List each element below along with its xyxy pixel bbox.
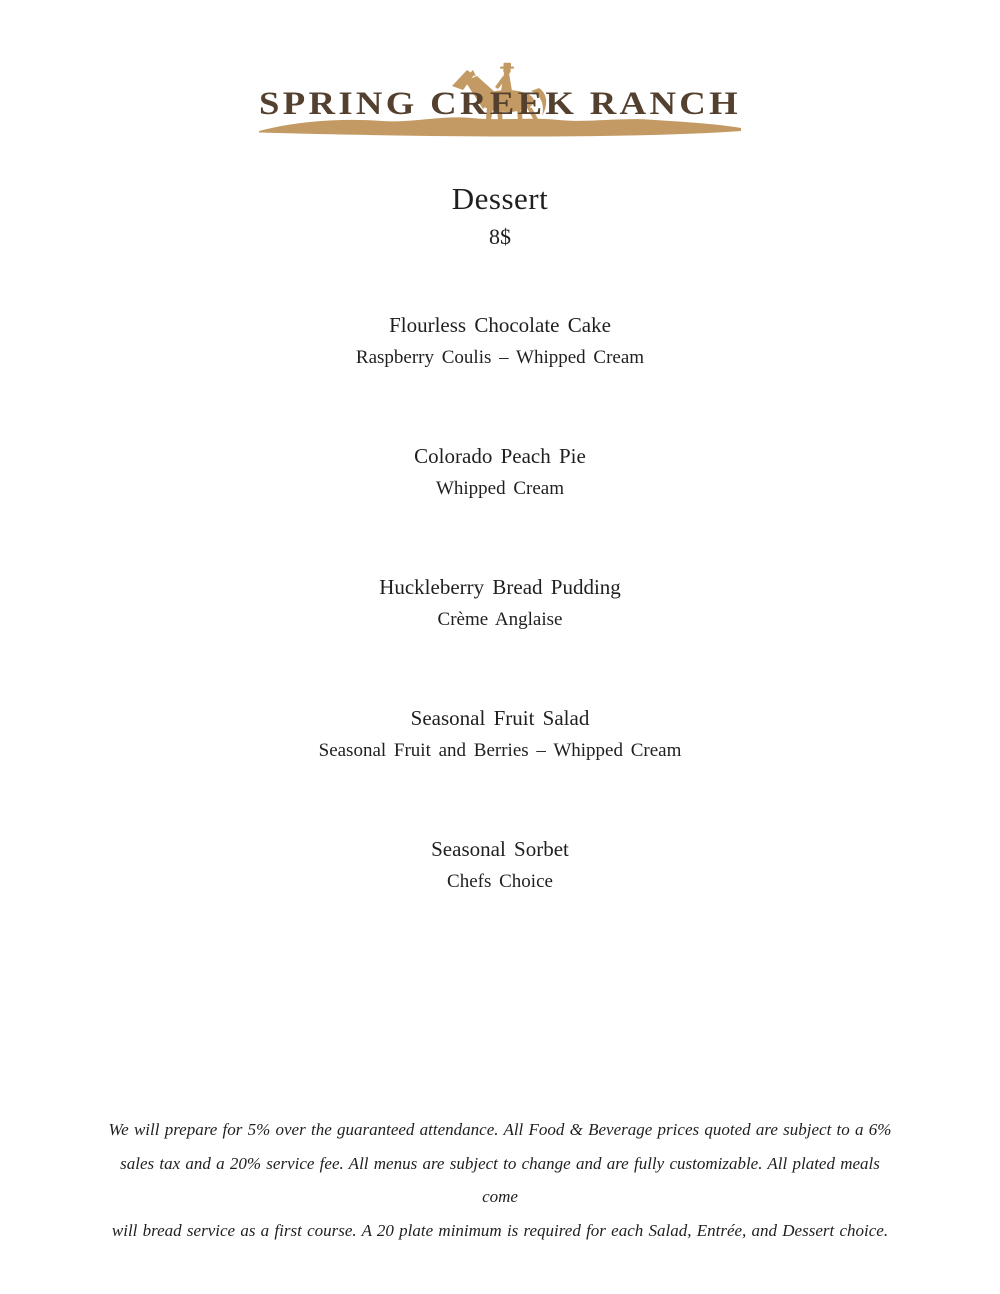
logo-wordmark: SPRING CREEK RANCH — [259, 86, 741, 122]
menu-price: 8$ — [489, 224, 511, 249]
footer-disclaimer — [108, 1113, 892, 1247]
footer-line: will bread service as a first course. A 20 plate minimum is required for each Salad, Entrée, and Dessert choice. — [111, 1220, 889, 1240]
footer-line: We will prepare for 5% over the guaranteed attendance. All Food & Beverage prices quoted are subject to a 6% — [108, 1120, 892, 1139]
menu-items-list — [0, 312, 1000, 967]
menu-item — [0, 705, 1000, 836]
menu-item-description: Whipped Cream — [435, 478, 565, 499]
spring-creek-ranch-logo — [257, 62, 743, 142]
menu-item-name: Huckleberry Bread Pudding — [379, 575, 621, 599]
menu-item-description: Chefs Choice — [447, 871, 553, 892]
menu-item — [0, 443, 1000, 574]
menu-section-title: Dessert — [451, 181, 549, 216]
menu-item-name: Seasonal Sorbet — [431, 837, 569, 861]
menu-item-name: Colorado Peach Pie — [414, 444, 586, 468]
menu-item-description: Raspberry Coulis – Whipped Cream — [355, 347, 645, 368]
spring-creek-ranch-logo-graphic — [257, 62, 743, 142]
menu-item — [0, 836, 1000, 967]
menu-item — [0, 574, 1000, 705]
footer-line: sales tax and a 20% service fee. All menus are subject to change and are fully customizable. All plated meals come — [120, 1153, 880, 1206]
menu-item-name: Flourless Chocolate Cake — [389, 313, 611, 337]
menu-item — [0, 312, 1000, 443]
menu-item-name: Seasonal Fruit Salad — [410, 706, 590, 730]
menu-item-description: Crème Anglaise — [437, 609, 563, 630]
menu-item-description: Seasonal Fruit and Berries – Whipped Cream — [318, 740, 682, 761]
